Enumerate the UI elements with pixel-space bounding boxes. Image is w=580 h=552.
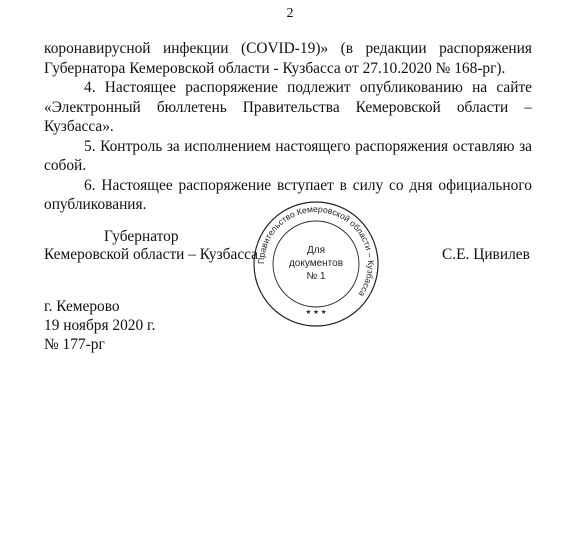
paragraph-6: 6. Настоящее распоряжение вступает в силу со дня официального опубликования. <box>44 176 532 213</box>
paragraph-5: 5. Контроль за исполнением настоящего распоряжения оставляю за собой. <box>44 137 532 174</box>
document-date: 19 ноября 2020 г. <box>44 317 156 334</box>
document-number: № 177-рг <box>44 336 105 353</box>
official-seal <box>252 200 380 328</box>
paragraph-continuation: коронавирусной инфекции (COVID-19)» (в редакции распоряжения Губернатора Кемеровской области - Кузбасса от 27.10.2020 № 168-рг). <box>44 40 532 77</box>
seal-center-line-1: Для <box>306 245 326 256</box>
document-body <box>44 39 532 215</box>
seal-ring-text: Правительство Кемеровской области – Кузбасса <box>255 203 377 299</box>
paragraph-4: 4. Настоящее распоряжение подлежит опубликованию на сайте «Электронный бюллетень Правительства Кемеровской области – Кузбасса». <box>44 79 532 135</box>
page-number: 2 <box>286 6 294 21</box>
seal-center-line-3: № 1 <box>306 271 326 282</box>
signatory-region: Кемеровской области – Кузбасса <box>44 246 259 263</box>
document-requisites <box>44 297 155 354</box>
document-city: г. Кемерово <box>44 298 120 315</box>
signatory-title: Губернатор <box>104 228 179 245</box>
seal-stars: ★ ★ ★ <box>305 309 327 316</box>
signatory-name: С.Е. Цивилев <box>442 246 530 263</box>
seal-center-line-2: документов <box>288 258 344 269</box>
